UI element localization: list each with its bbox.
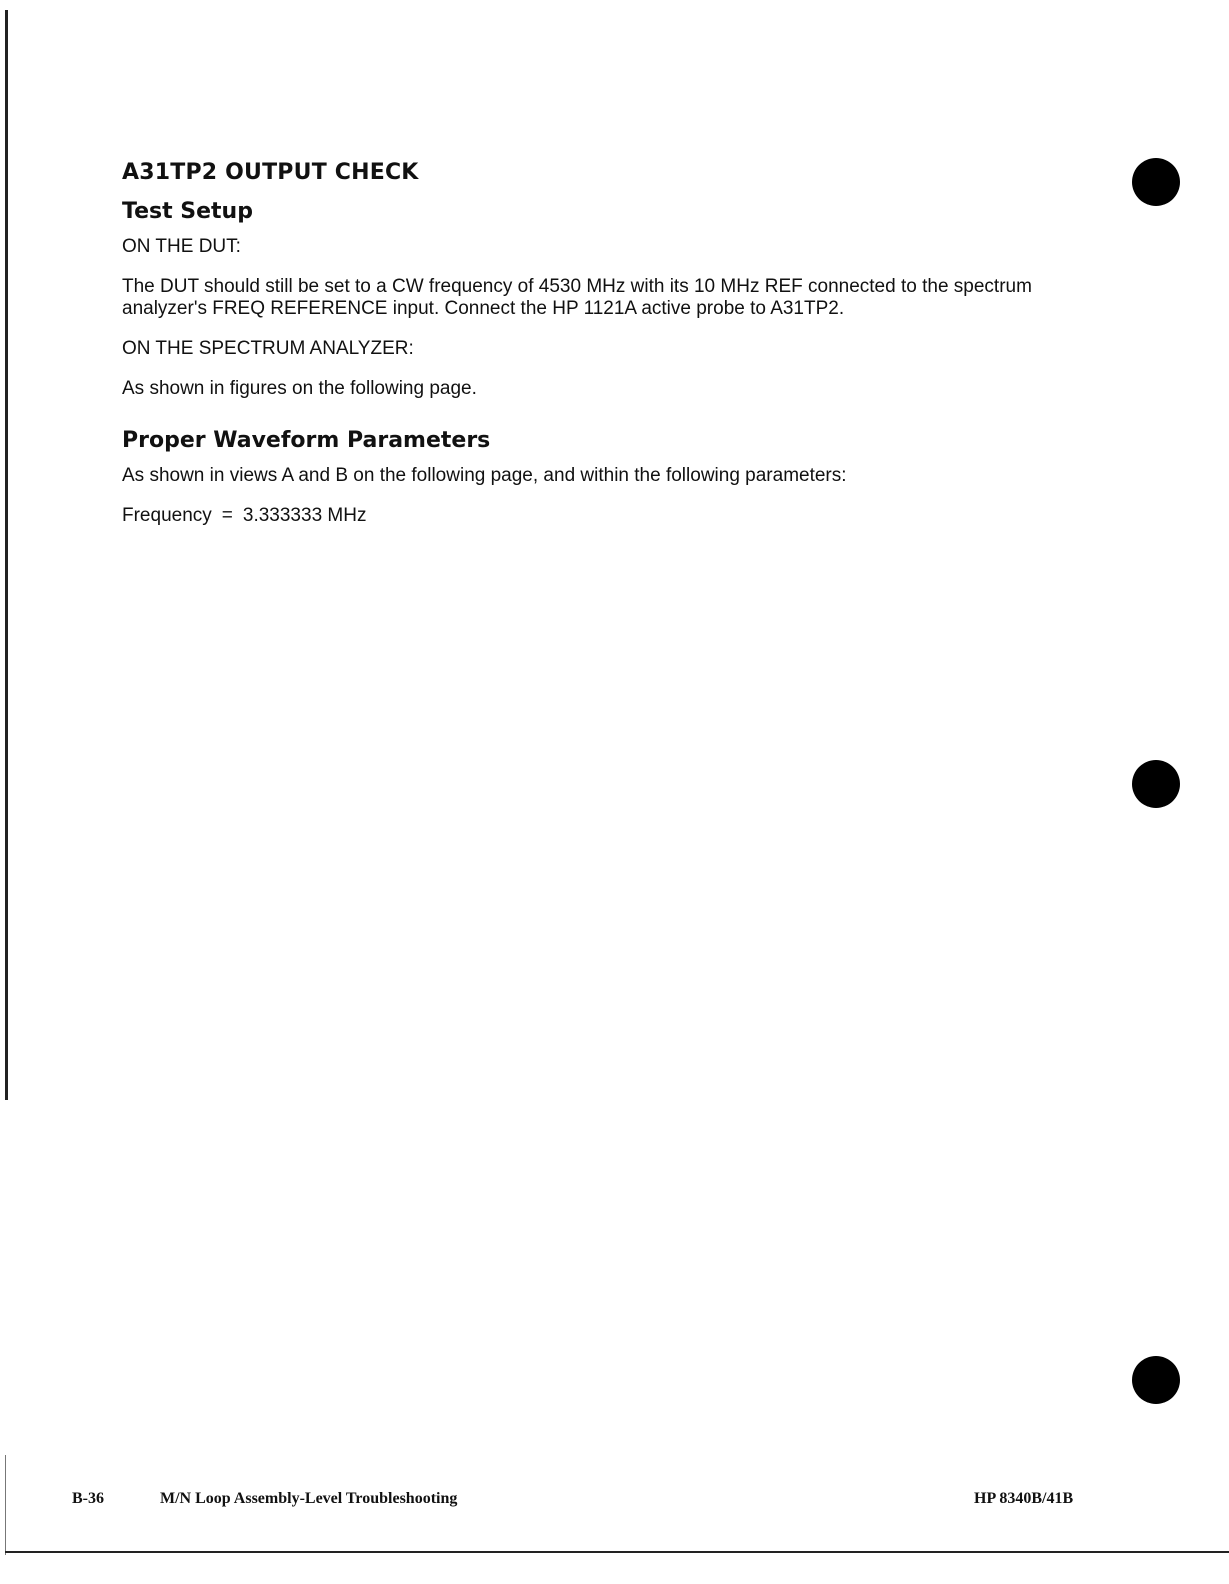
test-setup-heading: Test Setup <box>122 199 253 224</box>
binder-hole-middle <box>1132 760 1180 808</box>
footer-chapter-title: M/N Loop Assembly-Level Troubleshooting <box>160 1490 458 1507</box>
footer-page-number: B-36 <box>72 1490 104 1507</box>
frequency-label: Frequency <box>122 505 212 526</box>
frequency-value: 3.333333 MHz <box>242 505 367 526</box>
page-content <box>122 160 1062 527</box>
dut-instructions: The DUT should still be set to a CW frequency of 4530 MHz with its 10 MHz REF connected to the spectrum analyzer's FREQ REFERENCE input. Connect the HP 1121A active probe to A31TP2. <box>122 276 1032 319</box>
analyzer-instructions: As shown in figures on the following page. <box>122 378 477 399</box>
waveform-description: As shown in views A and B on the following page, and within the following parameters: <box>122 465 847 486</box>
section-title: A31TP2 OUTPUT CHECK <box>122 160 419 185</box>
frequency-parameter <box>122 505 1062 527</box>
binder-hole-top <box>1132 158 1180 206</box>
footer-model: HP 8340B/41B <box>974 1490 1074 1507</box>
waveform-heading: Proper Waveform Parameters <box>122 428 491 453</box>
binder-hole-bottom <box>1132 1356 1180 1404</box>
page-left-edge-lower <box>5 1455 6 1555</box>
bottom-rule <box>5 1551 1229 1553</box>
dut-label: ON THE DUT: <box>122 236 241 257</box>
page-left-edge <box>5 10 8 1100</box>
frequency-equals: = <box>221 505 233 526</box>
analyzer-label: ON THE SPECTRUM ANALYZER: <box>122 338 414 359</box>
